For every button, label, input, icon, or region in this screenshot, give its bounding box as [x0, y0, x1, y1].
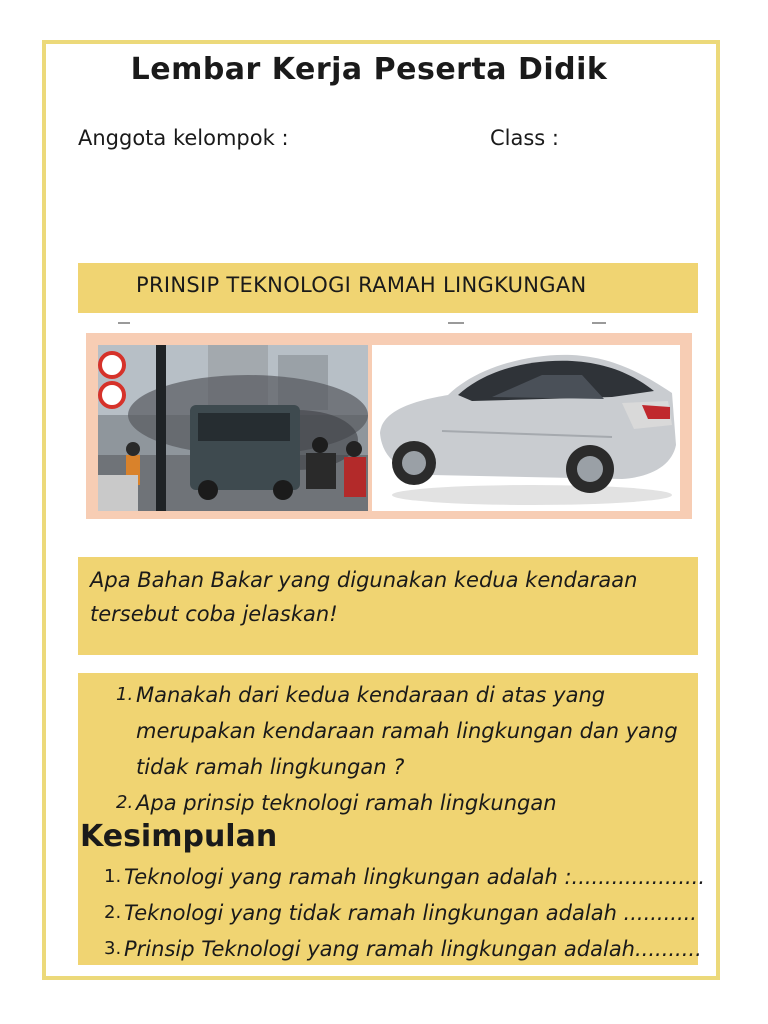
polluting-traffic-image — [98, 345, 368, 511]
list-item-text: Teknologi yang ramah lingkungan adalah :.................... — [124, 865, 706, 889]
topic-banner — [78, 263, 698, 313]
list-item-number: 3. — [104, 938, 122, 959]
list-item-text: Teknologi yang tidak ramah lingkungan adalah ........... — [124, 901, 697, 925]
topic-banner-text: PRINSIP TEKNOLOGI RAMAH LINGKUNGAN — [136, 273, 587, 297]
list-item-text: Prinsip Teknologi yang ramah lingkungan adalah.......... — [124, 937, 702, 961]
question-text: Apa Bahan Bakar yang digunakan kedua kendaraan tersebut coba jelaskan! — [90, 568, 638, 626]
list-item — [104, 859, 706, 895]
list-item-number: 1. — [104, 866, 122, 887]
conclusion-list — [104, 859, 706, 967]
worksheet-title: Lembar Kerja Peserta Didik — [130, 52, 608, 87]
class-label: Class : — [490, 126, 559, 150]
list-item — [116, 785, 686, 821]
list-item — [116, 677, 686, 785]
list-item-text: Manakah dari kedua kendaraan di atas yang merupakan kendaraan ramah lingkungan dan yang tidak ramah lingkungan ? — [136, 683, 678, 779]
divider-tick — [448, 322, 464, 324]
list-item-number: 2. — [116, 792, 134, 813]
list-item-number: 1. — [116, 684, 134, 705]
list-item-text: Apa prinsip teknologi ramah lingkungan — [136, 791, 557, 815]
conclusion-heading: Kesimpulan — [80, 819, 278, 854]
question-box — [78, 557, 698, 655]
members-label: Anggota kelompok : — [78, 126, 289, 150]
list-item — [104, 895, 697, 931]
questions-conclusion-panel — [78, 673, 706, 965]
list-item-number: 2. — [104, 902, 122, 923]
vehicle-comparison-image — [86, 333, 692, 519]
list-item — [104, 931, 702, 967]
divider-tick — [592, 322, 606, 324]
divider-tick — [118, 322, 130, 324]
eco-car-image — [372, 345, 680, 511]
question-list — [116, 677, 686, 821]
